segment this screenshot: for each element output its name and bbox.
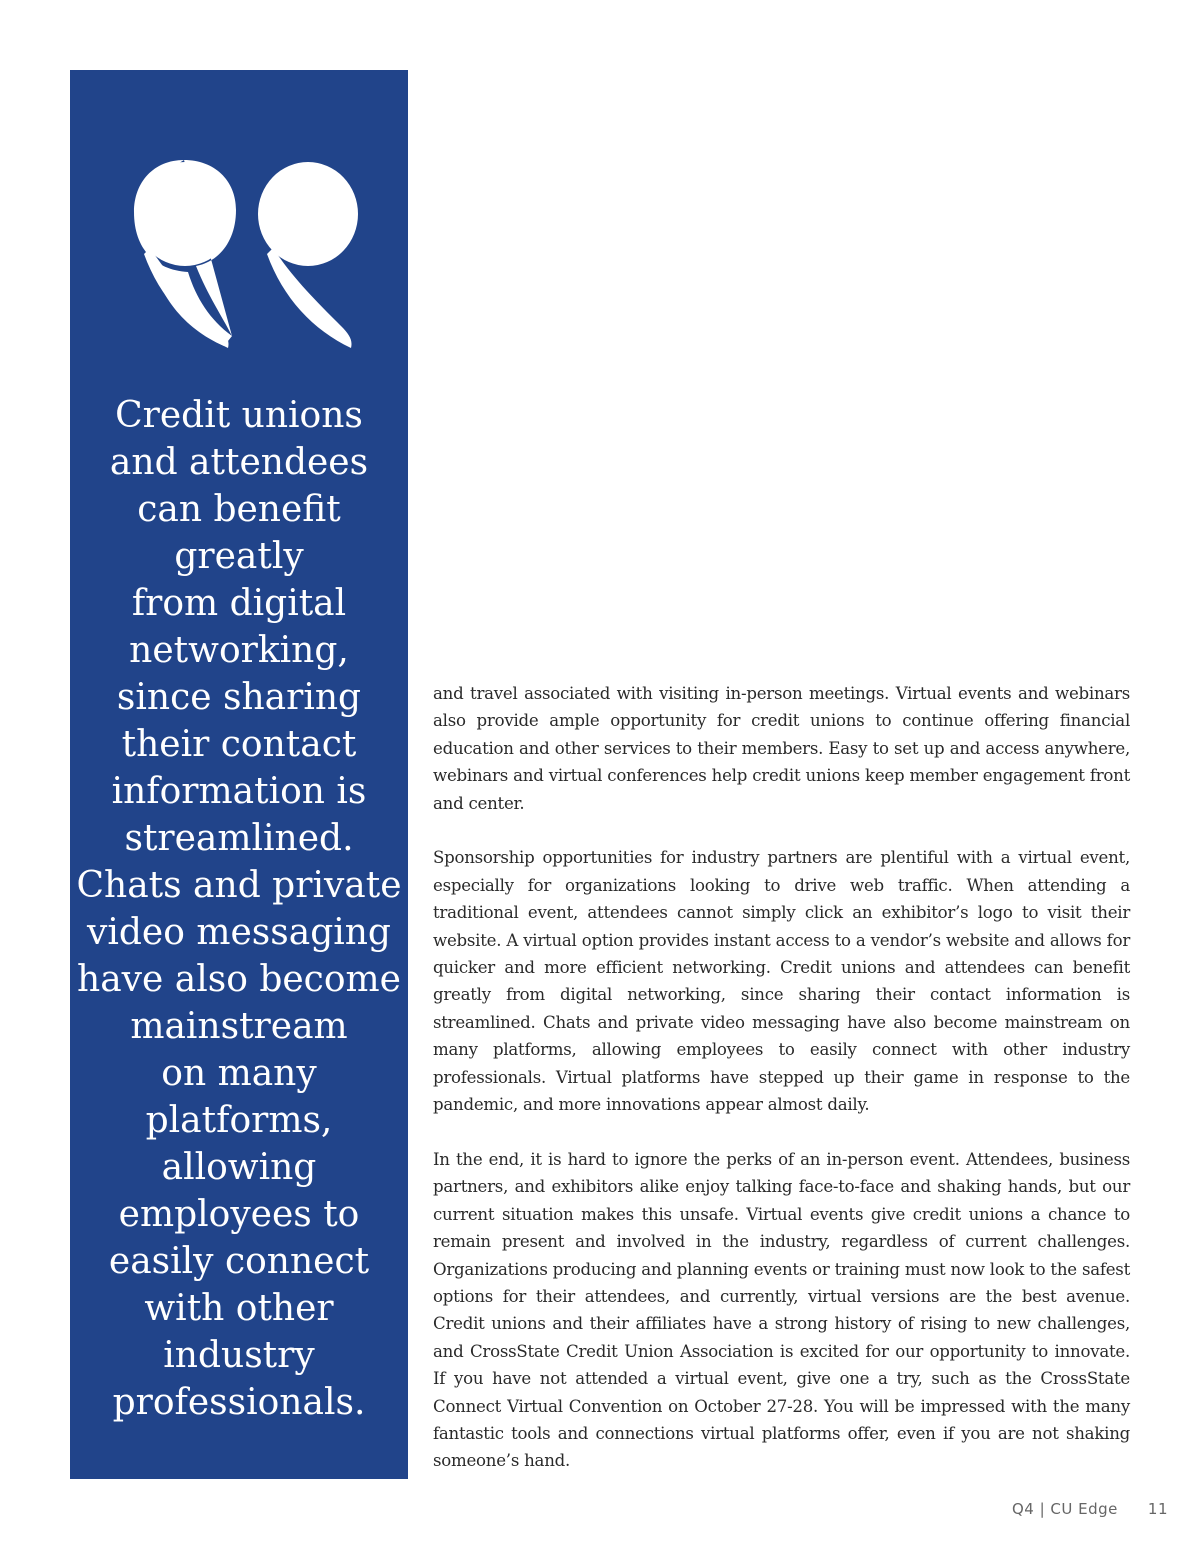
pull-quote-line: networking, bbox=[129, 630, 349, 671]
pull-quote-line: industry bbox=[163, 1335, 315, 1376]
article-body bbox=[433, 680, 1130, 1475]
pull-quote-line: employees to bbox=[118, 1194, 360, 1235]
article-paragraph: Sponsorship opportunities for industry partners are plentiful with a virtual event, especially for organizations looking to drive web traffic. When attending a traditional event, attendees cannot simply click an exhibitor’s logo to visit their website. A virtual option provides instant access to a vendor’s website and allows for quicker and more efficient networking. Credit unions and attendees can benefit greatly from digital networking, since sharing their contact information is streamlined. Chats and private video messaging have also become mainstream on many platforms, allowing employees to easily connect with other industry professionals. Virtual platforms have stepped up their game in response to the pandemic, and more innovations appear almost daily. bbox=[433, 848, 1130, 1115]
pull-quote-line: professionals. bbox=[112, 1382, 366, 1423]
pull-quote-line: greatly bbox=[174, 536, 304, 577]
pull-quote-line: mainstream bbox=[130, 1006, 348, 1047]
pull-quote-sidebar bbox=[70, 70, 408, 1479]
pull-quote-line: on many bbox=[161, 1053, 317, 1094]
pull-quote-text bbox=[70, 392, 408, 1426]
pull-quote-line: and attendees bbox=[109, 442, 369, 483]
pull-quote-line: from digital bbox=[131, 583, 347, 624]
article-paragraph: and travel associated with visiting in-person meetings. Virtual events and webinars also provide ample opportunity for credit unions to continue offering financial education and other services to their members. Easy to set up and access anywhere, webinars and virtual conferences help credit unions keep member engagement front and center. bbox=[433, 684, 1130, 813]
pull-quote-line: video messaging bbox=[87, 912, 391, 953]
publication-label: Q4 | CU Edge bbox=[1011, 1500, 1118, 1518]
page-footer bbox=[1012, 1500, 1168, 1518]
pull-quote-line: Credit unions bbox=[115, 395, 363, 436]
pull-quote-line: since sharing bbox=[116, 677, 362, 718]
pull-quote-line: information is bbox=[111, 771, 367, 812]
opening-quotation-mark-icon bbox=[130, 158, 366, 348]
pull-quote-line: platforms, bbox=[145, 1100, 333, 1141]
pull-quote-line: with other bbox=[144, 1288, 334, 1329]
article-paragraph: In the end, it is hard to ignore the perks of an in-person event. Attendees, business partners, and exhibitors alike enjoy talking face-to-face and shaking hands, but our current situation makes this unsafe. Virtual events give credit unions a chance to remain present and involved in the industry, regardless of current challenges. Organizations producing and planning events or training must now look to the safest options for their attendees, and currently, virtual versions are the best avenue. Credit unions and their affiliates have a strong history of rising to new challenges, and CrossState Credit Union Association is excited for our opportunity to innovate. If you have not attended a virtual event, give one a try, such as the CrossState Connect Virtual Convention on October 27-28. You will be impressed with the many fantastic tools and connections virtual platforms offer, even if you are not shaking someone’s hand. bbox=[433, 1149, 1130, 1471]
pull-quote-line: have also become bbox=[77, 959, 401, 1000]
pull-quote-line: Chats and private bbox=[76, 865, 402, 906]
pull-quote-line: allowing bbox=[161, 1147, 317, 1188]
pull-quote-line: can benefit bbox=[137, 489, 341, 530]
pull-quote-line: streamlined. bbox=[124, 818, 354, 859]
page-number: 11 bbox=[1147, 1500, 1168, 1518]
pull-quote-line: easily connect bbox=[108, 1241, 370, 1282]
pull-quote-line: their contact bbox=[121, 724, 357, 765]
